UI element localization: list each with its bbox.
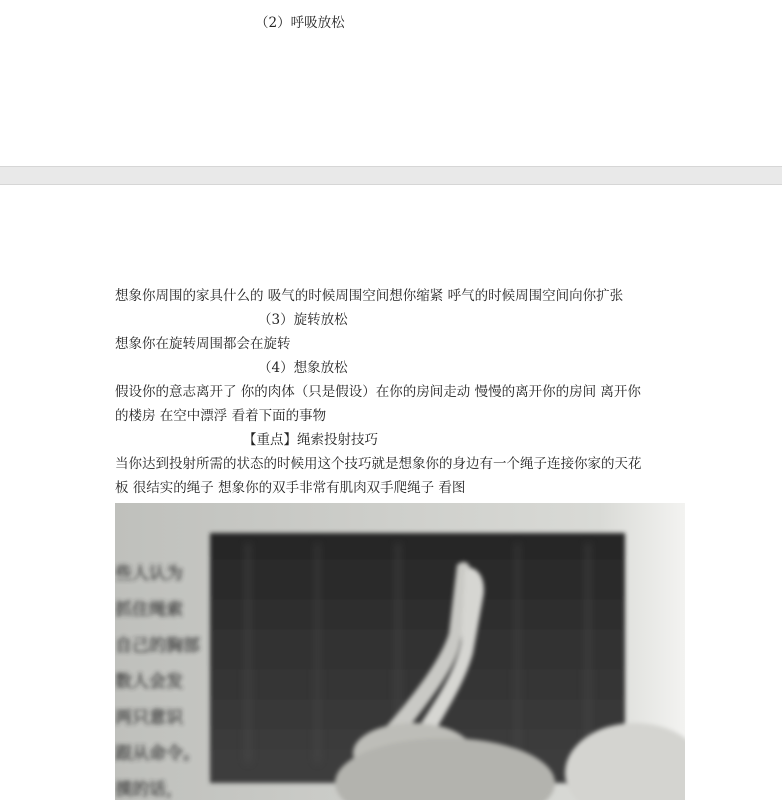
paragraph-rotate: 想象你在旋转周围都会在旋转: [115, 336, 291, 352]
section-heading-imagine: （4）想象放松: [258, 360, 348, 376]
photo-illustration: [115, 503, 685, 800]
photo-side-text-4: 数人会发: [115, 672, 183, 692]
photo-side-text-7: 摸的话，: [115, 780, 183, 800]
page-separator: [0, 166, 782, 185]
paragraph-rope-line2: 板 很结实的绳子 想象你的双手非常有肌肉双手爬绳子 看图: [115, 480, 466, 496]
rope-climbing-photo: [115, 503, 685, 800]
paragraph-rope-line1: 当你达到投射所需的状态的时候用这个技巧就是想象你的身边有一个绳子连接你家的天花: [115, 456, 642, 472]
paragraph-imagine-line1: 假设你的意志离开了 你的肉体（只是假设）在你的房间走动 慢慢的离开你的房间 离开你: [115, 384, 641, 400]
photo-side-text-1: 些人认为: [115, 564, 183, 584]
document-page-top: [0, 0, 782, 166]
photo-side-text-2: 抓住绳索: [115, 600, 183, 620]
section-heading-breath: （2）呼吸放松: [255, 15, 345, 31]
section-heading-rotate: （3）旋转放松: [258, 312, 348, 328]
paragraph-breath: 想象你周围的家具什么的 吸气的时候周围空间想你缩紧 呼气的时候周围空间向你扩张: [115, 288, 624, 304]
photo-side-text-3: 自己的胸部: [115, 636, 200, 656]
paragraph-imagine-line2: 的楼房 在空中漂浮 看着下面的事物: [115, 408, 327, 424]
photo-side-text-5: 两只意识: [115, 708, 183, 728]
section-heading-key: 【重点】绳索投射技巧: [243, 432, 378, 448]
photo-side-text-6: 跟从命令。: [115, 744, 200, 764]
